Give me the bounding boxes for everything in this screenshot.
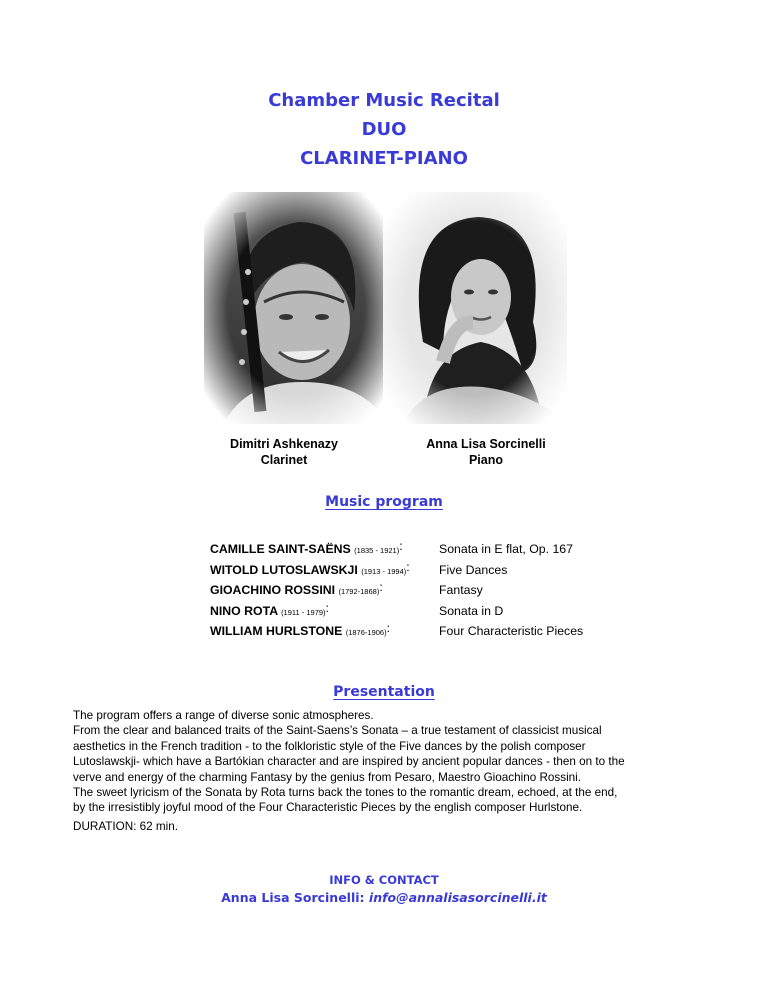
program-row bbox=[210, 539, 630, 563]
program-row bbox=[210, 600, 630, 625]
composer-name: CAMILLE SAINT-SAËNS bbox=[210, 542, 351, 556]
composer-dates: (1835 - 1921) bbox=[354, 546, 400, 555]
presentation-line: From the clear and balanced traits of the Saint-Saens’s Sonata – a true testament of classicist musical bbox=[73, 724, 602, 738]
piece-title: Four Characteristic Pieces bbox=[439, 624, 584, 638]
composer: WITOLD LUTOSLAWSKJI (1913 - 1994): bbox=[210, 559, 410, 577]
presentation-text bbox=[73, 708, 713, 816]
piece-title: Sonata in E flat, Op. 167 bbox=[439, 542, 573, 556]
performer-caption-clarinet bbox=[214, 436, 354, 468]
music-program-heading bbox=[0, 494, 768, 510]
clarinetist-photo bbox=[204, 192, 388, 424]
presentation-heading bbox=[0, 684, 768, 700]
presentation-line: The sweet lyricism of the Sonata by Rota turns back the tones to the romantic dream, echoed, at the end, bbox=[73, 786, 618, 800]
duration: DURATION: 62 min. bbox=[73, 820, 178, 833]
composer-name: WILLIAM HURLSTONE bbox=[210, 624, 343, 638]
composer-name: WITOLD LUTOSLAWSKJI bbox=[210, 562, 358, 577]
piece-title: Sonata in D bbox=[439, 603, 504, 618]
presentation-line: aesthetics in the French tradition - to the folkloristic style of the Five dances by the polish composer bbox=[73, 739, 586, 753]
composer-name: NINO ROTA bbox=[210, 603, 278, 618]
piece-title: Fantasy bbox=[439, 583, 483, 597]
composer-dates: (1792-1868) bbox=[338, 587, 380, 596]
composer: NINO ROTA (1911 - 1979): bbox=[210, 600, 329, 618]
composer-dates: (1911 - 1979) bbox=[281, 607, 326, 617]
presentation-heading-text: Presentation bbox=[333, 684, 435, 700]
performer-name: Anna Lisa Sorcinelli bbox=[426, 437, 546, 451]
presentation-line: The program offers a range of diverse sonic atmospheres. bbox=[73, 709, 374, 722]
title-line-1: Chamber Music Recital bbox=[268, 90, 500, 111]
program-row bbox=[210, 580, 630, 604]
performer-instrument: Clarinet bbox=[260, 453, 308, 467]
composer-name: GIOACHINO ROSSINI bbox=[210, 583, 336, 597]
performer-name: Dimitri Ashkenazy bbox=[230, 437, 338, 451]
contact-email-link[interactable]: info@annalisasorcinelli.it bbox=[368, 890, 547, 905]
program-list bbox=[210, 539, 630, 645]
performer-caption-piano bbox=[405, 436, 567, 468]
composer: CAMILLE SAINT-SAËNS (1835 - 1921): bbox=[210, 539, 403, 556]
program-row bbox=[210, 559, 630, 584]
composer: WILLIAM HURLSTONE (1876-1906): bbox=[210, 621, 391, 638]
presentation-line: verve and energy of the charming Fantasy by the genius from Pesaro, Maestro Gioachino Rossini. bbox=[73, 770, 582, 784]
presentation-line: Lutoslawskji- which have a Bartókian character and are inspired by ancient popular dances - then on to the bbox=[73, 755, 625, 769]
composer: GIOACHINO ROSSINI (1792-1868): bbox=[210, 580, 383, 597]
contact-title: INFO & CONTACT bbox=[329, 873, 439, 887]
piece-title: Five Dances bbox=[439, 562, 508, 577]
title-line-2: DUO bbox=[361, 119, 407, 140]
contact-name: Anna Lisa Sorcinelli: bbox=[221, 890, 369, 905]
presentation-line: by the irresistibly joyful mood of the Four Characteristic Pieces by the english composer Hurlstone. bbox=[73, 801, 583, 815]
title-line-3: CLARINET-PIANO bbox=[300, 148, 468, 169]
composer-dates: (1913 - 1994) bbox=[361, 566, 407, 576]
composer-dates: (1876-1906) bbox=[345, 628, 387, 637]
program-row bbox=[210, 621, 630, 645]
music-program-heading-text: Music program bbox=[325, 494, 443, 510]
recital-title bbox=[0, 86, 768, 173]
contact-line bbox=[0, 889, 768, 907]
contact-block bbox=[0, 872, 768, 907]
pianist-photo bbox=[383, 192, 567, 424]
performer-instrument: Piano bbox=[468, 453, 504, 467]
